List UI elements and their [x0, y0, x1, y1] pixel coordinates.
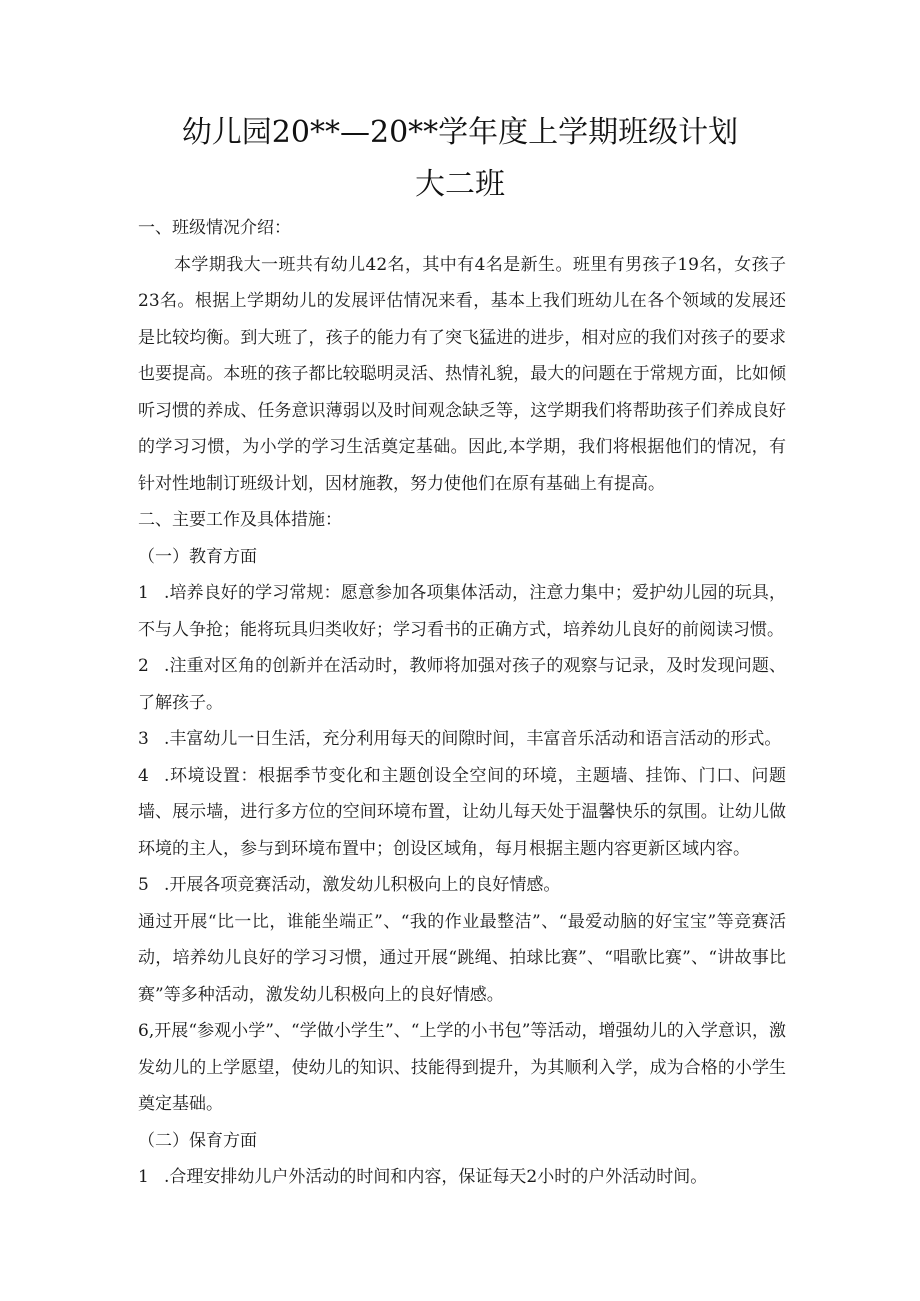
item-text: .丰富幼儿一日生活，充分利用每天的间隙时间，丰富音乐活动和语言活动的形式。 [164, 729, 782, 749]
subsection-heading-education: （一）教育方面 [138, 546, 257, 567]
intro-paragraph: 本学期我大一班共有幼儿42名，其中有4名是新生。班里有男孩子19名，女孩子23名。根据上学期幼儿的发展评估情况来看，基本上我们班幼儿在各个领域的发展还是比较均衡。到大班了，孩子的能力有了突飞猛进的进步，相对应的我们对孩子的要求也要提高。本班的孩子都比较聪明灵活、热情礼貌，最大的问题在于常规方面，比如倾听习惯的养成、任务意识薄弱以及时间观念缺乏等，这学期我们将帮助孩子们养成良好的学习习惯，为小学的学习生活奠定基础。因此,本学期，我们将根据他们的情况，有针对性地制订班级计划，因材施教，努力使他们在原有基础上有提高。 [138, 254, 786, 494]
item-text: .环境设置：根据季节变化和主题创设全空间的环境，主题墙、挂饰、门口、问题墙、展示墙，进行多方位的空间环境布置，让幼儿每天处于温馨快乐的氛围。让幼儿做环境的主人，参与到环境布置中；创设区域角，每月根据主题内容更新区域内容。 [138, 765, 786, 859]
item-text: .开展各项竞赛活动，激发幼儿积极向上的良好情感。 [164, 875, 561, 895]
list-item [138, 867, 786, 904]
item-text: .合理安排幼儿户外活动的时间和内容，保证每天2小时的户外活动时间。 [164, 1167, 708, 1187]
list-item [138, 758, 786, 868]
subsection-heading-care: （二）保育方面 [138, 1130, 257, 1151]
list-item [138, 575, 786, 648]
document-body [138, 210, 786, 1196]
item-text: .培养良好的学习常规：愿意参加各项集体活动，注意力集中；爱护幼儿园的玩具，不与人争抢；能将玩具归类收好；学习看书的正确方式，培养幼儿良好的前阅读习惯。 [138, 583, 786, 640]
document-subtitle: 大二班 [415, 167, 505, 202]
item-number: 1 [138, 583, 149, 603]
item-text: .注重对区角的创新并在活动时，教师将加强对孩子的观察与记录，及时发现问题、了解孩子。 [138, 656, 786, 713]
item-number: 4 [138, 765, 149, 786]
list-item [138, 648, 786, 721]
item5-detail-paragraph: 通过开展“比一比，谁能坐端正”、“我的作业最整洁”、“最爱动脑的好宝宝”等竞赛活动，培养幼儿良好的学习习惯，通过开展“跳绳、拍球比赛”、“唱歌比赛”、“讲故事比赛”等多种活动，激发幼儿积极向上的良好情感。 [138, 911, 786, 1005]
list-item [138, 1159, 786, 1196]
item-number: 3 [138, 729, 149, 749]
list-item [138, 721, 786, 758]
item-number: 1 [138, 1167, 149, 1187]
section-heading-work: 二、主要工作及具体措施： [138, 510, 342, 530]
item-number: 5 [138, 875, 149, 895]
item6-paragraph: 6,开展“参观小学”、“学做小学生”、“上学的小书包”等活动，增强幼儿的入学意识，激发幼儿的上学愿望，使幼儿的知识、技能得到提升，为其顺利入学，成为合格的小学生奠定基础。 [138, 1021, 786, 1114]
section-heading-intro: 一、班级情况介绍： [138, 218, 291, 238]
item-number: 2 [138, 656, 149, 676]
document-title: 幼儿园20**—20**学年度上学期班级计划 [181, 115, 739, 150]
